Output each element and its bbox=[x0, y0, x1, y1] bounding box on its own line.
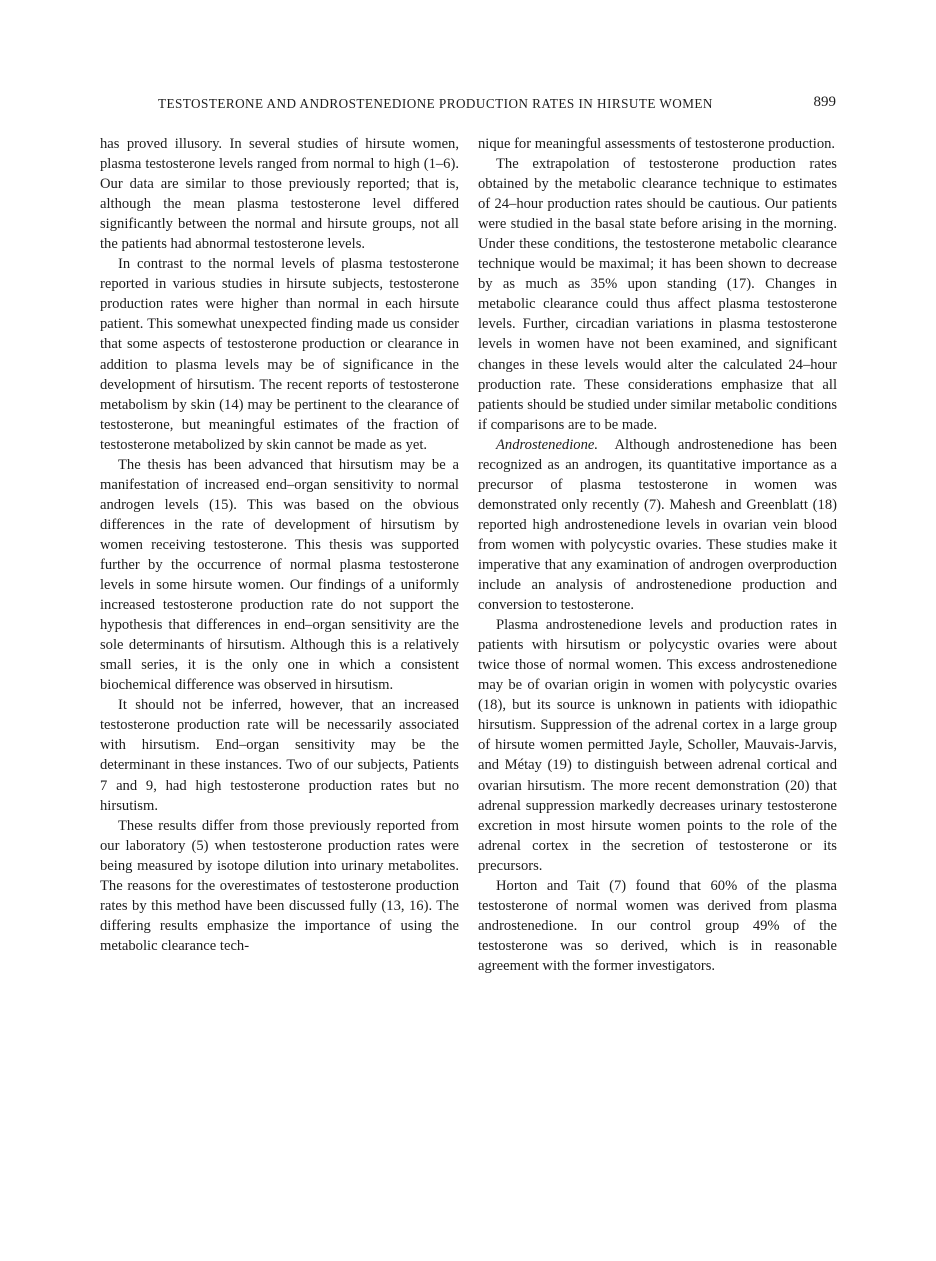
paragraph: These results differ from those previously reported from our laboratory (5) when testosterone production rates were being measured by isotope dilution into urinary metabolites. The reasons for the overestimates of testosterone production rates by this method have been discussed fully (13, 16). The differing results emphasize the importance of using the metabolic clearance tech- bbox=[100, 817, 459, 954]
running-head bbox=[100, 96, 838, 118]
paragraph: It should not be inferred, however, that an increased testosterone production rate will be necessarily associated with hirsutism. End–organ sensitivity may be the determinant in these instances. Two of our subjects, Patients 7 and 9, had high testosterone production rates but no hirsutism. bbox=[100, 697, 459, 814]
paragraph: nique for meaningful assessments of testosterone production. bbox=[478, 136, 836, 152]
right-column bbox=[478, 134, 837, 976]
paragraph: Plasma androstenedione levels and production rates in patients with hirsutism or polycystic ovaries were about twice those of normal women. This excess androstenedione may be of ovarian origin in women with polycystic ovaries (18), but its source is unknown in patients with idiopathic hirsutism. Suppression of the adrenal cortex in a large group of hirsute women permitted Jayle, Scholler, Mauvais-Jarvis, and Métay (19) to distinguish between adrenal cortical and ovarian hirsutism. The more recent demonstration (20) that adrenal suppression markedly decreases urinary testosterone excretion in most hirsute women points to the role of the adrenal cortex in the secretion of testosterone or its precursors. bbox=[478, 617, 837, 874]
section-paragraph bbox=[478, 435, 837, 615]
paragraph: has proved illusory. In several studies of hirsute women, plasma testosterone levels ranged from normal to high (1–6). Our data are similar to those previously reported; that is, although the mean plasma testosterone level differed significantly between the normal and hirsute groups, not all the patients had abnormal testosterone levels. bbox=[100, 136, 459, 253]
left-column bbox=[100, 134, 459, 956]
section-heading: Androstenedione. bbox=[496, 436, 598, 453]
paragraph: In contrast to the normal levels of plasma testosterone reported in various studies in hirsute subjects, testosterone production rates were higher than normal in each hirsute patient. This somewhat unexpected finding made us consider that some aspects of testosterone production or clearance in addition to plasma levels may be of significance in the development of hirsutism. The recent reports of testosterone metabolism by skin (14) may be pertinent to the clearance of testosterone, but meaningful estimates of the fraction of testosterone metabolized by skin cannot be made as yet. bbox=[100, 256, 459, 453]
running-title: TESTOSTERONE AND ANDROSTENEDIONE PRODUCTION RATES IN HIRSUTE WOMEN bbox=[158, 96, 713, 111]
paragraph: The thesis has been advanced that hirsutism may be a manifestation of increased end–organ sensitivity to normal androgen levels (15). This was based on the obvious differences in the rate of development of hirsutism by women receiving testosterone. This thesis was supported further by the occurrence of normal plasma testosterone levels in some hirsute women. Our findings of a uniformly increased testosterone production rate do not support the hypothesis that differences in end–organ sensitivity are the sole determinants of hirsutism. Although this is a relatively small series, it is the only one in which a consistent biochemical difference was observed in hirsutism. bbox=[100, 456, 459, 694]
paragraph: Horton and Tait (7) found that 60% of the plasma testosterone of normal women was derived from plasma androstenedione. In our control group 49% of the testosterone was so derived, which is in reasonable agreement with the former investigators. bbox=[478, 877, 837, 974]
paragraph: The extrapolation of testosterone production rates obtained by the metabolic clearance technique to estimates of 24–hour production rates should be cautious. Our patients were studied in the basal state before arising in the morning. Under these conditions, the testosterone metabolic clearance technique would be maximal; it has been shown to decrease by as much as 35% upon standing (17). Changes in metabolic clearance could thus affect plasma testosterone levels. Further, circadian variations in plasma testosterone levels in women have not been examined, and significant changes in these levels would alter the calculated 24–hour production rate. These considerations emphasize that all patients should be studied under similar metabolic conditions if comparisons are to be made. bbox=[478, 156, 837, 433]
page-number: 899 bbox=[813, 94, 836, 110]
section-paragraph-text: Although androstenedione has been recognized as an androgen, its quantitative importance as a precursor of plasma testosterone in women was demonstrated only recently (7). Mahesh and Greenblatt (18) reported high androstenedione levels in ovarian vein blood from women with polycystic ovaries. These studies make it imperative that any examination of androgen overproduction include an analysis of androstenedione production and conversion to testosterone. bbox=[478, 436, 838, 614]
